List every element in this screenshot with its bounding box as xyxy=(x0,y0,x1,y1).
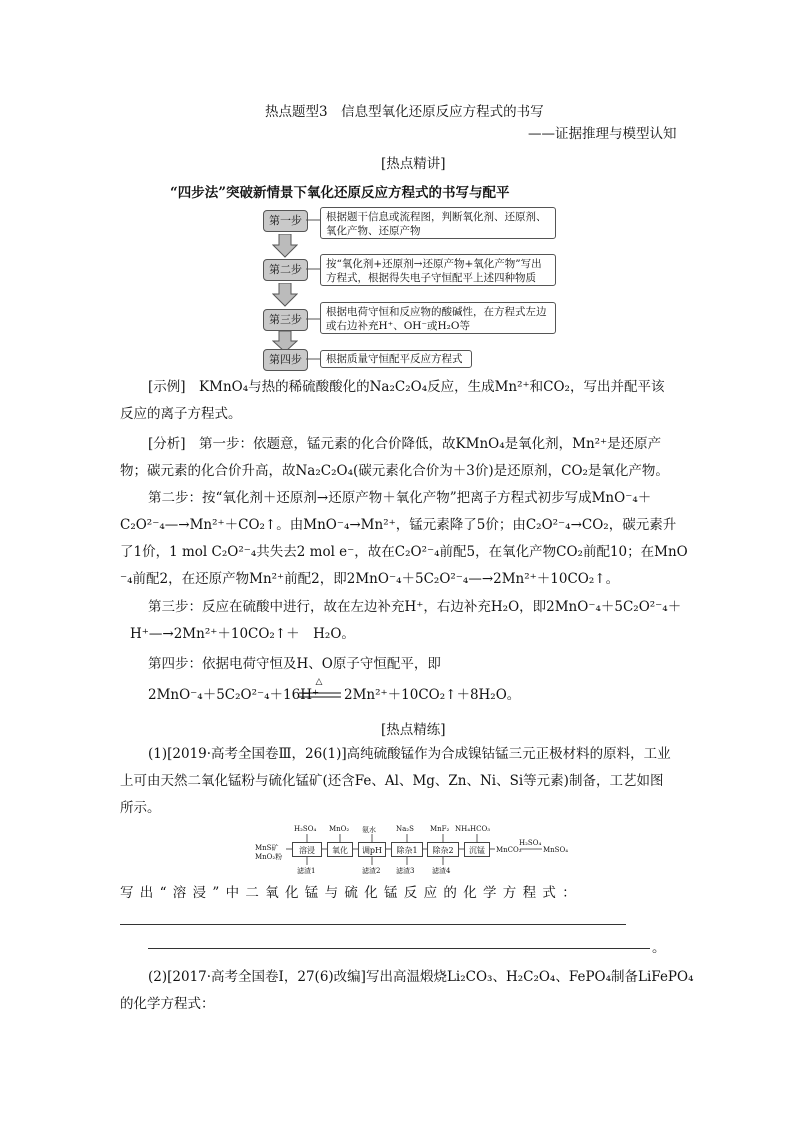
analysis-line-1: [分析] 第一步：依题意，锰元素的化合价降低，故KMnO₄是氧化剂，Mn²⁺是还原产 xyxy=(148,436,662,452)
method-title: “四步法”突破新情景下氧化还原反应方程式的书写与配平 xyxy=(170,185,510,201)
equals-arrow-icon xyxy=(298,691,342,699)
answer-end-mark: 。 xyxy=(652,940,666,956)
flow-box-adjust-ph: 调pH xyxy=(358,842,386,857)
flow-waste-1: 滤渣1 xyxy=(297,867,316,875)
flow-input-6: NH₄HCO₃ xyxy=(455,825,491,833)
analysis-line-8: H⁺—→2Mn²⁺＋10CO₂↑＋ H₂O。 xyxy=(130,626,355,642)
q2-line-2: 的化学方程式： xyxy=(120,996,215,1012)
heat-condition: △ xyxy=(315,677,323,687)
flow-reagent: H₂SO₄ xyxy=(519,839,542,847)
step-1-desc: 根据题干信息或流程图，判断氧化剂、还原剂、氧化产物、还原产物 xyxy=(320,207,556,239)
section-lecture-heading: [热点精讲] xyxy=(381,156,446,172)
page-title: 热点题型3 信息型氧化还原反应方程式的书写 xyxy=(265,104,544,120)
analysis-line-6: ⁻₄前配2，在还原产物Mn²⁺前配2，即2MnO⁻₄＋5C₂O²⁻₄—→2Mn²⁺＋10CO₂↑。 xyxy=(120,571,620,587)
down-arrow-icon xyxy=(272,283,298,307)
flow-box-oxidize: 氧化 xyxy=(327,842,353,857)
step-connectors xyxy=(306,215,321,365)
flow-raw-2: MnO₂粉 xyxy=(255,853,283,861)
analysis-line-4: C₂O²⁻₄—→Mn²⁺＋CO₂↑。由MnO⁻₄→Mn²⁺，锰元素降了5价；由C₂O²⁻₄→CO₂，碳元素升 xyxy=(120,517,677,533)
flow-product-1: MnCO₃ xyxy=(496,846,522,854)
flow-box-dissolve: 溶浸 xyxy=(292,842,322,857)
analysis-line-7: 第三步：反应在硫酸中进行，故在左边补充H⁺，右边补充H₂O，即2MnO⁻₄＋5C₂O²⁻₄＋ xyxy=(148,599,682,615)
analysis-line-2: 物；碳元素的化合价升高，故Na₂C₂O₄(碳元素化合价为＋3价)是还原剂，CO₂是氧化产物。 xyxy=(120,463,669,479)
flow-input-4: Na₂S xyxy=(396,825,414,833)
example-line-1: [示例] KMnO₄与热的稀硫酸酸化的Na₂C₂O₄反应，生成Mn²⁺和CO₂，写出并配平该 xyxy=(148,379,665,395)
q2-line-1: (2)[2017·高考全国卷Ⅰ，27(6)改编]写出高温煅烧Li₂CO₃、H₂C₂O₄、FePO₄制备LiFePO₄ xyxy=(148,969,694,985)
step-2-box: 第二步 xyxy=(263,259,308,281)
flow-input-5: MnF₂ xyxy=(430,825,450,833)
flow-waste-4: 滤渣4 xyxy=(432,867,451,875)
analysis-line-9: 第四步：依据电荷守恒及H、O原子守恒配平，即 xyxy=(148,656,441,672)
answer-line-1[interactable] xyxy=(120,924,626,925)
analysis-line-3: 第二步：按“氧化剂＋还原剂→还原产物＋氧化产物”把离子方程式初步写成MnO⁻₄＋ xyxy=(148,490,652,506)
q1-line-2: 上可由天然二氧化锰粉与硫化锰矿(还含Fe、Al、Mg、Zn、Ni、Si等元素)制备，工艺如图 xyxy=(120,773,664,789)
down-arrow-icon xyxy=(272,234,298,258)
flow-input-3: 氨水 xyxy=(362,826,376,834)
flow-box-purify-1: 除杂1 xyxy=(391,842,423,857)
step-3-desc: 根据电荷守恒和反应物的酸碱性，在方程式左边或右边补充H⁺、OH⁻或H₂O等 xyxy=(320,302,556,334)
flow-raw-1: MnS矿 xyxy=(255,844,279,852)
step-2-desc: 按“氧化剂+还原剂→还原产物+氧化产物”写出方程式，根据得失电子守恒配平上述四种物质 xyxy=(320,254,556,286)
flow-input-2: MnO₂ xyxy=(329,825,350,833)
step-4-desc: 根据质量守恒配平反应方程式 xyxy=(320,350,472,368)
flow-arrows xyxy=(276,832,569,868)
example-line-2: 反应的离子方程式。 xyxy=(120,406,242,422)
flow-box-purify-2: 除杂2 xyxy=(427,842,459,857)
flow-waste-2: 滤渣2 xyxy=(362,867,381,875)
step-1-box: 第一步 xyxy=(263,210,308,232)
flow-product-2: MnSO₄ xyxy=(543,846,569,854)
analysis-line-5: 了1价，1 mol C₂O²⁻₄共失去2 mol e⁻，故在C₂O²⁻₄前配5，在氧化产物CO₂前配10；在MnO xyxy=(120,544,688,560)
q1-line-3: 所示。 xyxy=(120,800,161,816)
answer-line-2[interactable] xyxy=(148,948,650,949)
q1-line-1: (1)[2019·高考全国卷Ⅲ，26(1)]高纯硫酸锰作为合成镍钴锰三元正极材料的原料，工业 xyxy=(148,746,671,762)
step-4-box: 第四步 xyxy=(263,349,308,371)
step-3-box: 第三步 xyxy=(263,309,308,331)
page-subtitle: ——证据推理与模型认知 xyxy=(528,126,677,142)
section-practice-heading: [热点精练] xyxy=(381,722,446,738)
flow-box-precipitate: 沉锰 xyxy=(464,842,490,857)
flow-waste-3: 滤渣3 xyxy=(396,867,415,875)
final-equation-right: 2Mn²⁺＋10CO₂↑＋8H₂O。 xyxy=(344,687,521,703)
q1-ask: 写出“溶浸”中二氧化锰与硫化锰反应的化学方程式： xyxy=(120,885,583,901)
final-equation-left: 2MnO⁻₄＋5C₂O²⁻₄＋16H⁺ xyxy=(148,687,320,703)
flow-input-1: H₂SO₄ xyxy=(294,825,317,833)
